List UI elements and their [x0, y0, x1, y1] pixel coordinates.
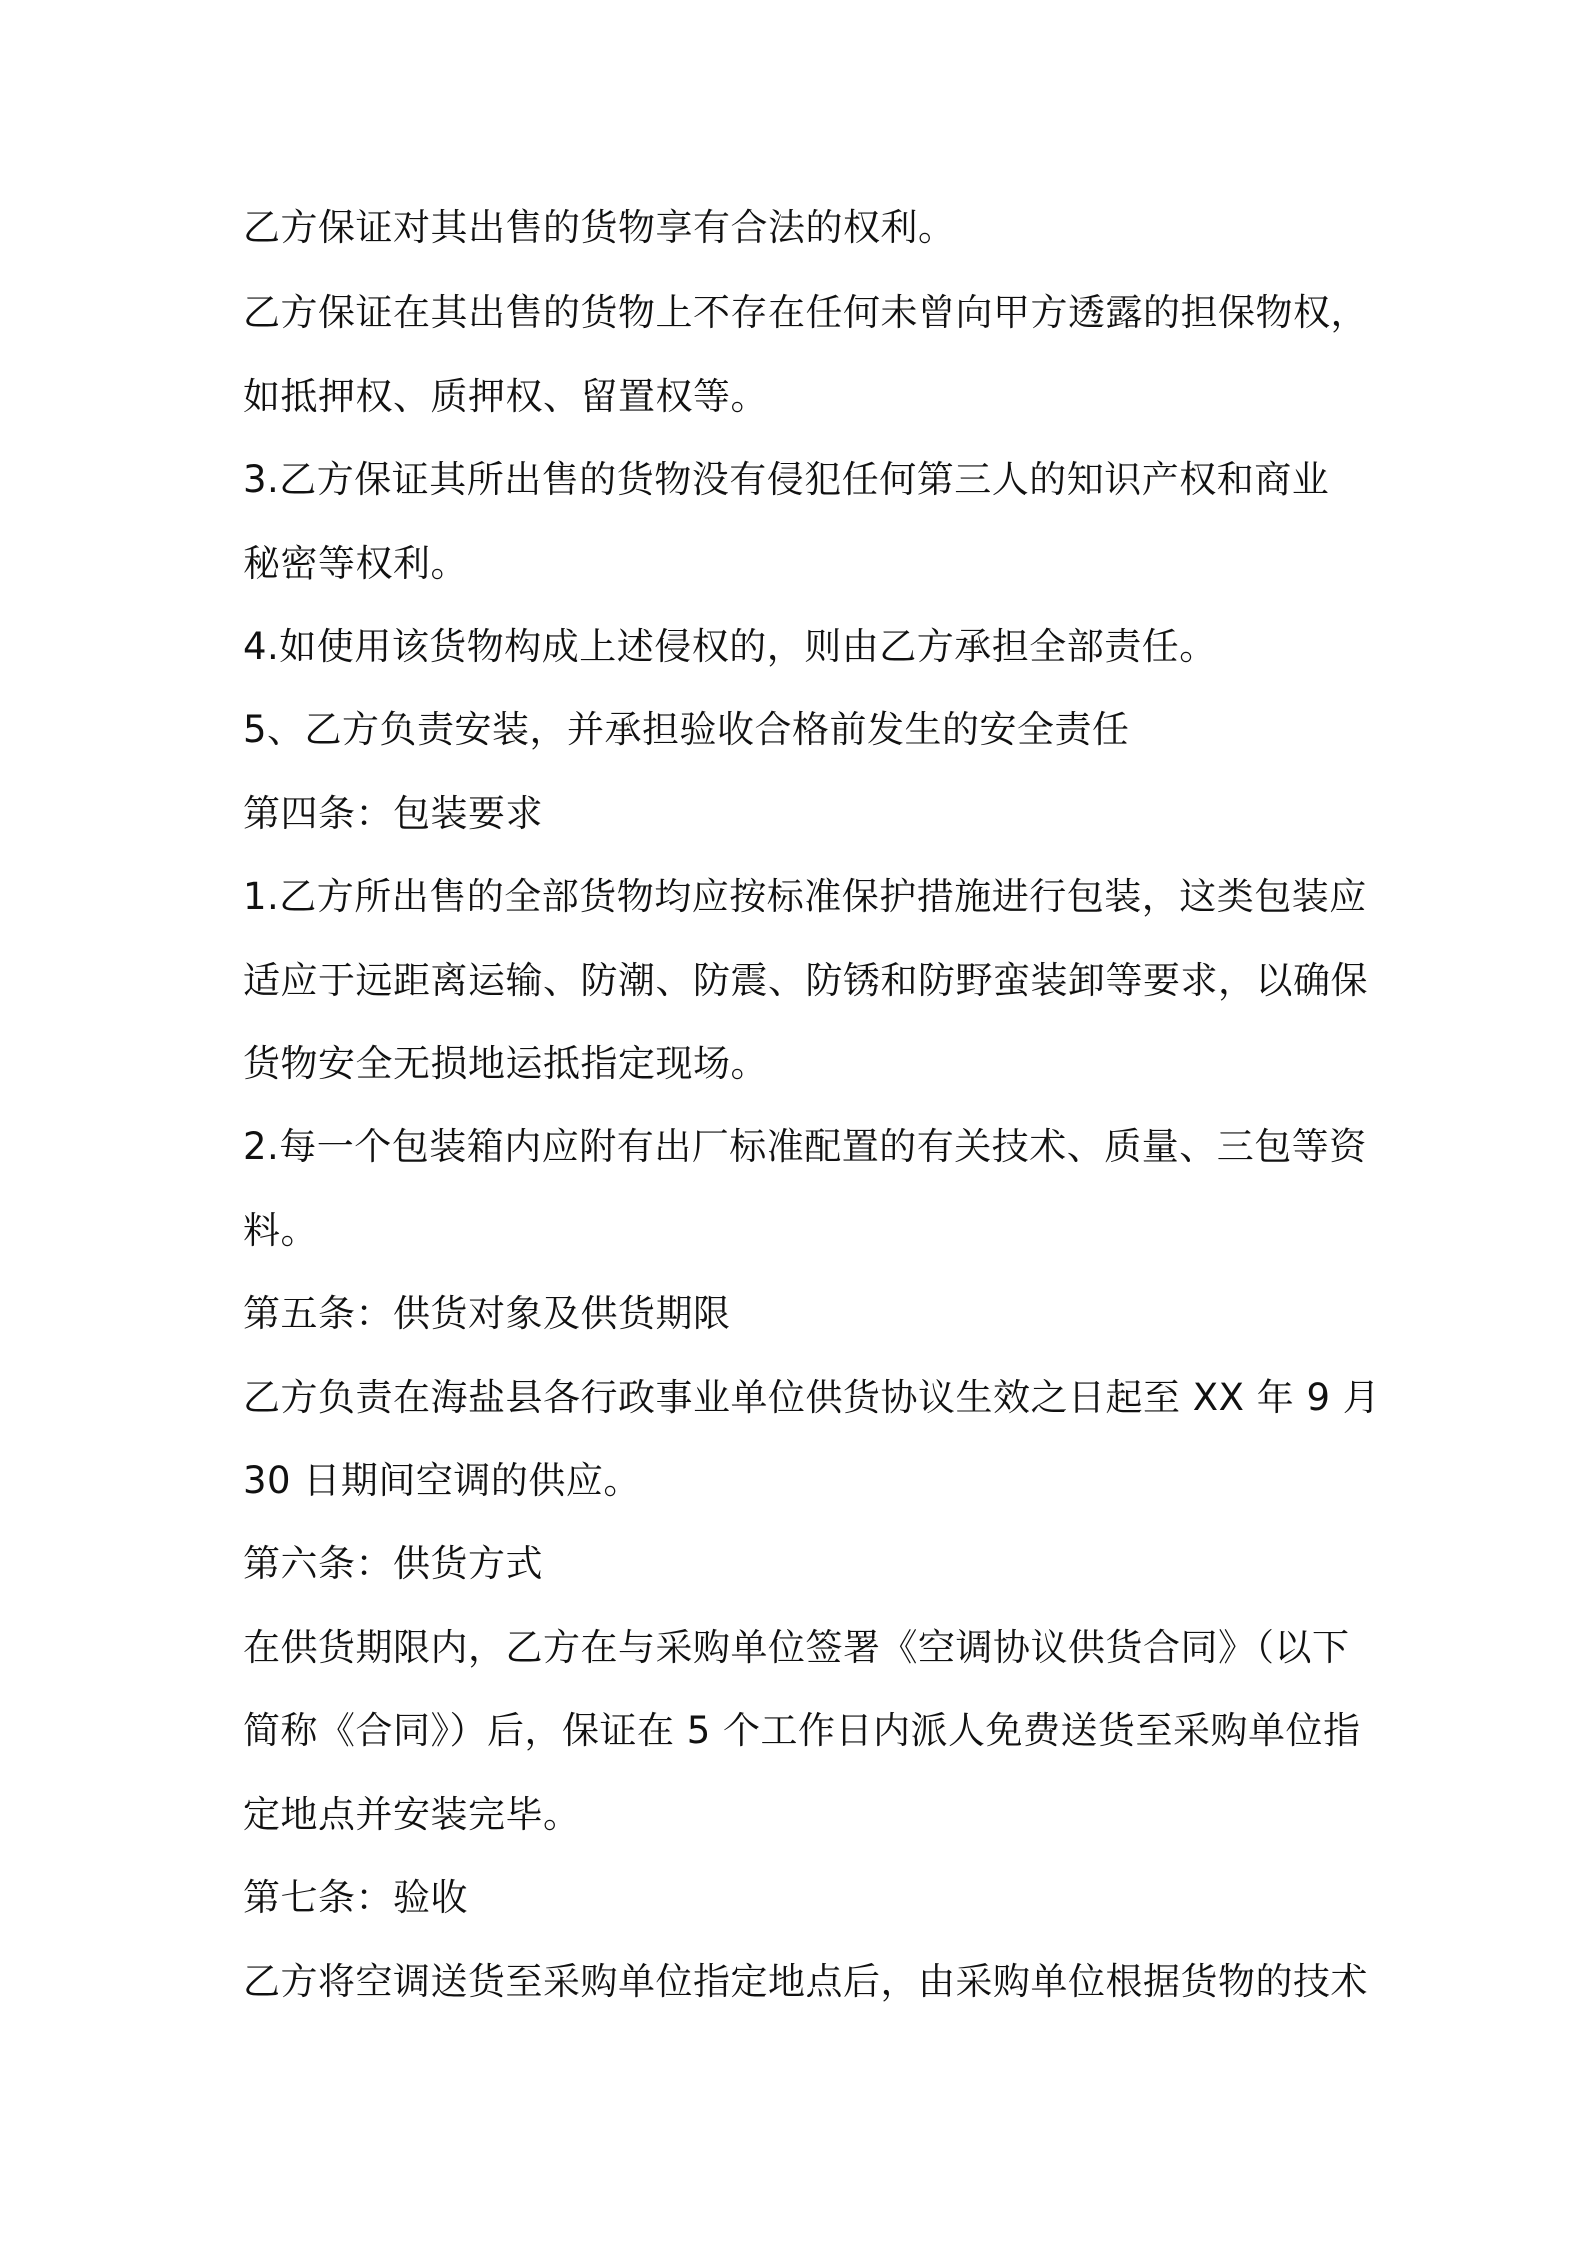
- text-line: 4.如使用该货物构成上述侵权的，则由乙方承担全部责任。: [243, 625, 1217, 668]
- text-line: 乙方保证在其出售的货物上不存在任何未曾向甲方透露的担保物权，: [243, 291, 1368, 334]
- text-line: 5、乙方负责安装，并承担验收合格前发生的安全责任: [243, 708, 1130, 751]
- text-line: 货物安全无损地运抵指定现场。: [243, 1042, 768, 1085]
- text-line: 秘密等权利。: [243, 542, 468, 585]
- text-line: 如抵押权、质押权、留置权等。: [243, 375, 768, 418]
- section-heading: 第七条：验收: [243, 1876, 468, 1919]
- text-line: 料。: [243, 1209, 318, 1252]
- text-line: 在供货期限内，乙方在与采购单位签署《空调协议供货合同》（以下: [243, 1626, 1350, 1669]
- text-line: 定地点并安装完毕。: [243, 1793, 581, 1836]
- text-line: 适应于远距离运输、防潮、防震、防锈和防野蛮装卸等要求，以确保: [243, 959, 1368, 1002]
- section-heading: 第六条：供货方式: [243, 1542, 543, 1585]
- text-line: 乙方负责在海盐县各行政事业单位供货协议生效之日起至 XX 年 9 月: [243, 1376, 1381, 1419]
- section-heading: 第四条：包装要求: [243, 792, 543, 835]
- text-line: 3.乙方保证其所出售的货物没有侵犯任何第三人的知识产权和商业: [243, 458, 1330, 501]
- text-line: 乙方将空调送货至采购单位指定地点后，由采购单位根据货物的技术: [243, 1960, 1368, 2003]
- section-heading: 第五条：供货对象及供货期限: [243, 1292, 731, 1335]
- text-line: 简称《合同》）后，保证在 5 个工作日内派人免费送货至采购单位指: [243, 1709, 1361, 1752]
- text-line: 30 日期间空调的供应。: [243, 1459, 641, 1502]
- text-line: 2.每一个包装箱内应附有出厂标准配置的有关技术、质量、三包等资: [243, 1125, 1367, 1168]
- text-line: 1.乙方所出售的全部货物均应按标准保护措施进行包装，这类包装应: [243, 875, 1367, 918]
- text-line: 乙方保证对其出售的货物享有合法的权利。: [243, 206, 956, 249]
